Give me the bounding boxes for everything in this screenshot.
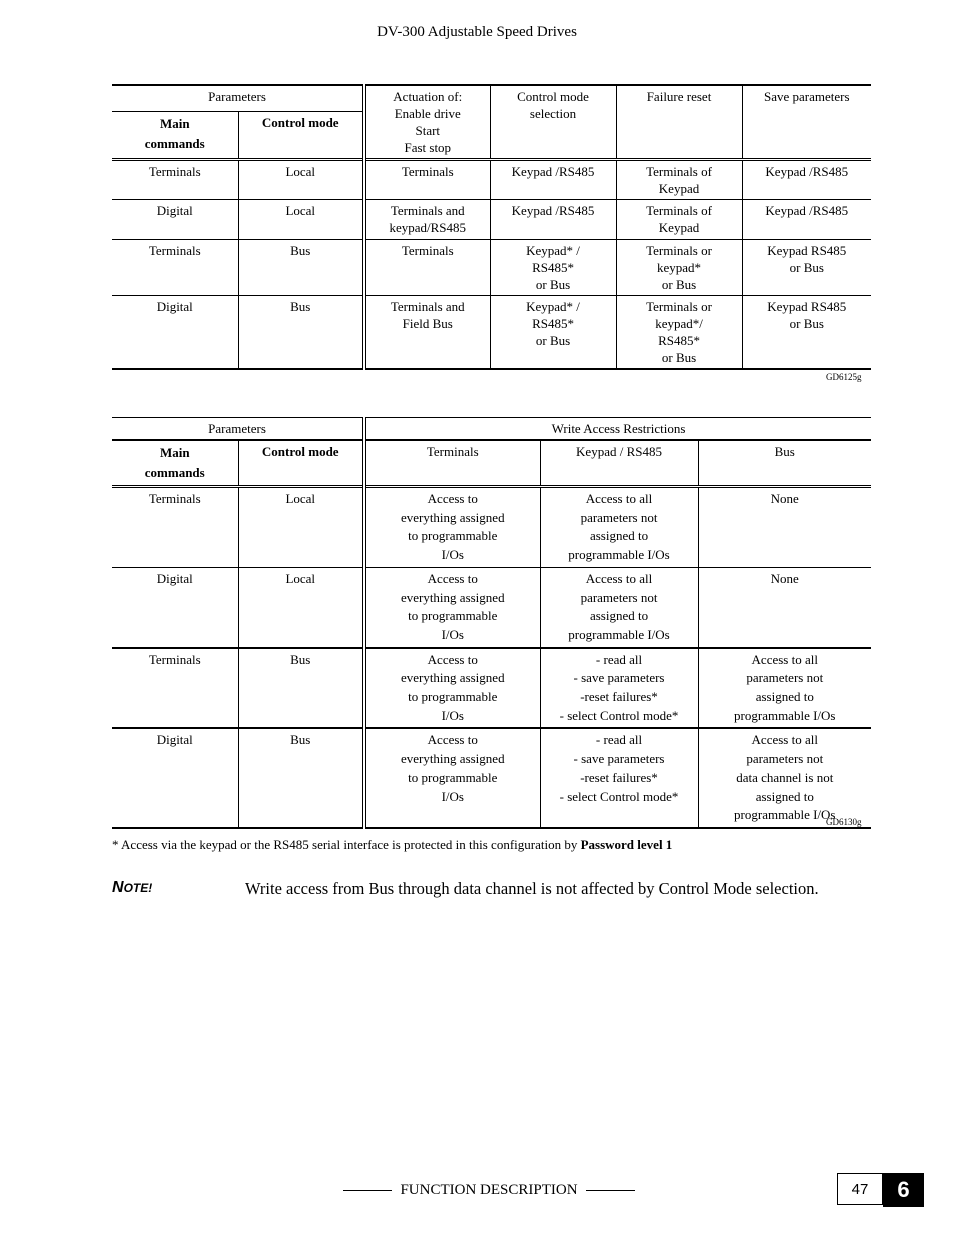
write-access-header: Write Access Restrictions	[364, 418, 871, 441]
cell-line: None	[770, 570, 799, 586]
cell-line: - select Control mode*	[559, 788, 679, 804]
cell-line: Access to	[427, 570, 478, 586]
table-cell	[742, 240, 871, 296]
cell-line: Access to	[427, 732, 478, 748]
control-mode-selection-text: Control mode selection	[517, 89, 589, 121]
note-label-initial: N	[112, 879, 124, 896]
cell-line: Keypad	[658, 220, 700, 235]
main-commands-header	[112, 440, 238, 487]
cell-line: Terminals of	[646, 164, 712, 179]
table-cell	[616, 200, 742, 240]
cell-line: keypad*	[656, 260, 702, 275]
cell-line: Keypad RS485	[767, 243, 847, 258]
bus-header: Bus	[698, 440, 871, 487]
cell-line: - select Control mode*	[559, 707, 679, 723]
cell-line: everything assigned	[400, 509, 505, 525]
cell-line: parameters not	[580, 589, 658, 605]
table-cell: Terminals	[112, 648, 238, 729]
table-cell: Bus	[238, 240, 364, 296]
table-cell: Digital	[112, 296, 238, 370]
note-text: Write access from Bus through data channel is not affected by Control Mode selection.	[245, 879, 819, 898]
table-cell	[616, 160, 742, 200]
cell-line: I/Os	[441, 626, 464, 642]
table-cell	[490, 240, 616, 296]
cell-line: Access to	[427, 651, 478, 667]
table-cell	[364, 296, 490, 370]
footer-rule	[586, 1190, 635, 1191]
cell-line: everything assigned	[400, 751, 505, 767]
cell-line: -reset failures*	[580, 689, 658, 705]
footer-label: FUNCTION DESCRIPTION	[400, 1182, 578, 1198]
table-cell: Terminals	[112, 487, 238, 568]
table-cell	[742, 160, 871, 200]
table-cell: Local	[238, 200, 364, 240]
cell-line: to programmable	[408, 528, 498, 544]
cell-line: Keypad /RS485	[765, 164, 849, 179]
cell-line: Access to all	[751, 732, 818, 748]
cell-line: programmable I/Os	[734, 707, 836, 723]
cell-line: to programmable	[408, 689, 498, 705]
figure-code: GD6130g	[826, 817, 862, 827]
table-cell	[698, 648, 871, 729]
table-cell	[364, 648, 540, 729]
cell-line: Terminals and	[390, 299, 465, 314]
cell-line: Field Bus	[402, 316, 453, 331]
table-cell	[540, 567, 698, 647]
control-mode-selection-header	[490, 85, 616, 160]
page-number: 47	[837, 1173, 883, 1205]
table-cell	[490, 200, 616, 240]
cell-line: or Bus	[535, 277, 571, 292]
cell-line: to programmable	[408, 608, 498, 624]
table-cell	[364, 160, 490, 200]
note-label	[112, 879, 152, 897]
table-cell	[490, 296, 616, 370]
table-cell	[698, 567, 871, 647]
save-parameters-header: Save parameters	[742, 85, 871, 160]
cell-line: programmable I/Os	[568, 626, 670, 642]
figure-code: GD6125g	[826, 372, 862, 382]
cell-line: or Bus	[661, 277, 697, 292]
table-cell	[742, 200, 871, 240]
note-label-rest: OTE!	[123, 881, 153, 895]
footnote-bold: Password level 1	[580, 837, 673, 852]
table-cell	[540, 648, 698, 729]
cell-line: Keypad /RS485	[511, 203, 595, 218]
table-cell: Terminals	[112, 160, 238, 200]
cell-line: I/Os	[441, 547, 464, 563]
cell-line: to programmable	[408, 769, 498, 785]
table-cell: Local	[238, 567, 364, 647]
control-mode-header: Control mode	[238, 440, 364, 487]
cell-line: None	[770, 491, 799, 506]
table-cell	[364, 487, 540, 568]
cell-line: Access to all	[751, 651, 818, 667]
cell-line: assigned to	[589, 528, 649, 544]
table-cell	[540, 728, 698, 828]
cell-line: or Bus	[789, 260, 824, 275]
cell-line: parameters not	[746, 751, 824, 767]
cell-line: - save parameters	[573, 751, 665, 767]
cell-line: RS485*	[658, 333, 700, 348]
control-mode-header: Control mode	[238, 112, 364, 160]
actuation-header-line: Actuation of:	[393, 89, 463, 104]
cell-line: Terminals	[401, 243, 454, 258]
cell-line: Terminals and	[390, 203, 465, 218]
cell-line: data channel is not	[736, 769, 834, 785]
footnote	[112, 837, 672, 853]
cell-line: keypad*/	[655, 316, 703, 331]
cell-line: Access to all	[585, 570, 653, 586]
cell-line: Keypad* /	[526, 299, 580, 314]
parameters-group-header: Parameters	[112, 85, 364, 112]
cell-line: Terminals of	[646, 203, 712, 218]
cell-line: I/Os	[441, 788, 464, 804]
cell-line: I/Os	[441, 707, 464, 723]
cell-line: RS485*	[532, 260, 574, 275]
actuation-header-line: Start	[415, 123, 441, 138]
actuation-header	[364, 85, 490, 160]
cell-line: RS485*	[532, 316, 574, 331]
table-cell	[698, 487, 871, 568]
page-footer	[343, 1182, 635, 1199]
table-cell: Bus	[238, 296, 364, 370]
keypad-header: Keypad / RS485	[540, 440, 698, 487]
actuation-header-line: Fast stop	[404, 140, 452, 155]
table-cell: Terminals	[112, 240, 238, 296]
cell-line: or Bus	[789, 316, 824, 331]
control-mode-table	[112, 84, 871, 370]
cell-line: parameters not	[746, 670, 824, 686]
cell-line: Terminals	[401, 164, 454, 179]
cell-line: Terminals or	[646, 299, 712, 314]
cell-line: Keypad RS485	[767, 299, 847, 314]
cell-line: Access to all	[585, 491, 653, 506]
table-cell: Local	[238, 487, 364, 568]
cell-line: Keypad	[658, 181, 700, 196]
cell-line: - read all	[595, 732, 643, 748]
table-cell	[616, 296, 742, 370]
cell-line: Keypad* /	[526, 243, 580, 258]
cell-line: everything assigned	[400, 670, 505, 686]
table-cell	[364, 200, 490, 240]
table-cell	[540, 487, 698, 568]
terminals-header: Terminals	[364, 440, 540, 487]
cell-line: programmable I/Os	[734, 807, 836, 823]
cell-line: - read all	[595, 651, 643, 667]
cell-line: - save parameters	[573, 670, 665, 686]
table-cell: Digital	[112, 567, 238, 647]
table-cell	[364, 567, 540, 647]
table-cell	[364, 240, 490, 296]
cell-line: everything assigned	[400, 589, 505, 605]
table-cell	[364, 728, 540, 828]
main-commands-text: Main commands	[144, 116, 205, 151]
footnote-text: * Access via the keypad or the RS485 serial interface is protected in this configuration by	[112, 837, 581, 852]
cell-line: assigned to	[755, 689, 814, 705]
actuation-header-line: Enable drive	[394, 106, 461, 121]
failure-reset-header: Failure reset	[616, 85, 742, 160]
table-cell: Bus	[238, 728, 364, 828]
table-cell: Local	[238, 160, 364, 200]
cell-line: programmable I/Os	[568, 547, 670, 563]
parameters-group-header: Parameters	[112, 418, 364, 441]
table-cell	[616, 240, 742, 296]
write-access-table	[112, 417, 871, 829]
cell-line: assigned to	[755, 788, 814, 804]
cell-line: Access to	[427, 491, 478, 506]
table-cell	[698, 728, 871, 828]
main-commands-text: Main commands	[144, 445, 205, 480]
cell-line: keypad/RS485	[389, 220, 467, 235]
cell-line: -reset failures*	[580, 769, 658, 785]
cell-line: or Bus	[535, 333, 571, 348]
footer-rule	[343, 1190, 392, 1191]
cell-line: parameters not	[580, 509, 658, 525]
cell-line: Keypad /RS485	[511, 164, 595, 179]
table-cell	[742, 296, 871, 370]
cell-line: Terminals or	[646, 243, 712, 258]
chapter-tab: 6	[883, 1173, 924, 1207]
cell-line: Keypad /RS485	[765, 203, 849, 218]
table-cell: Digital	[112, 728, 238, 828]
main-commands-header	[112, 112, 238, 160]
table-cell: Bus	[238, 648, 364, 729]
cell-line: assigned to	[589, 608, 649, 624]
cell-line: or Bus	[661, 350, 697, 365]
page-header: DV-300 Adjustable Speed Drives	[377, 24, 577, 40]
table-cell: Digital	[112, 200, 238, 240]
table-cell	[490, 160, 616, 200]
